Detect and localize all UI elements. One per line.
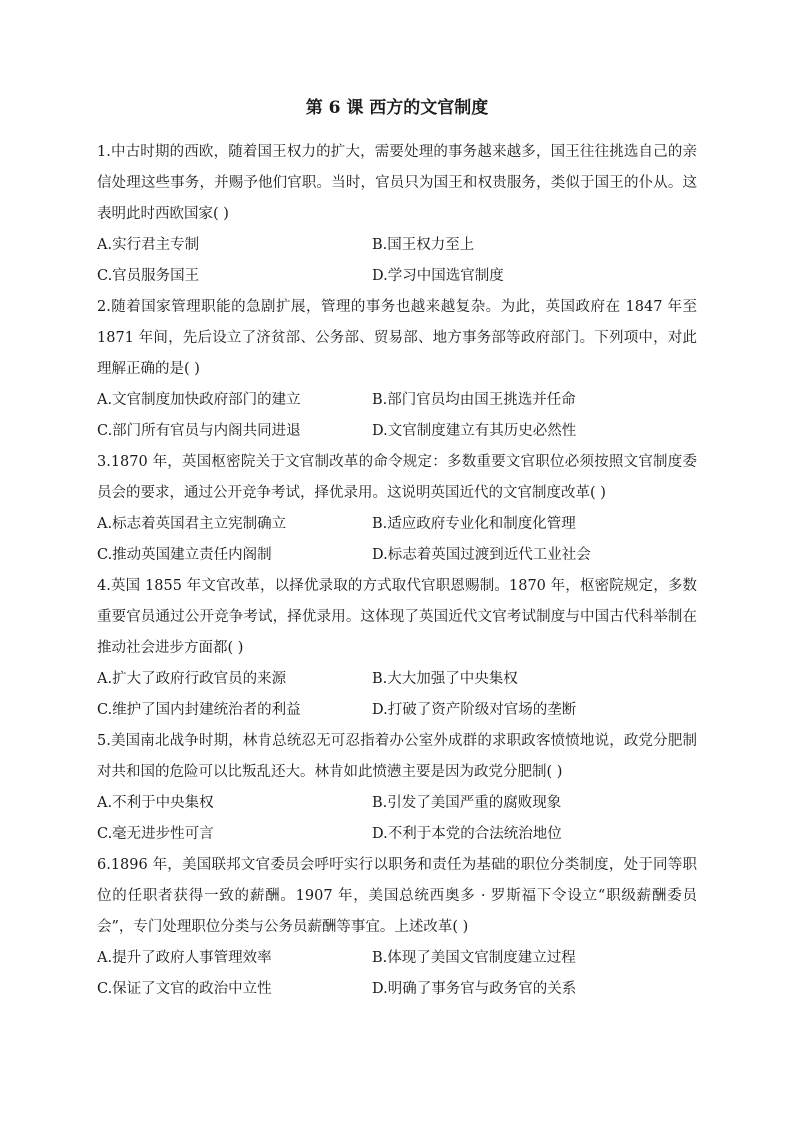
option-a: A.扩大了政府行政官员的来源 bbox=[97, 671, 287, 687]
question-stem: 2.随着国家管理职能的急剧扩展，管理的事务也越来越复杂。为此，英国政府在 1847 年至 1871 年间，先后设立了济贫部、公务部、贸易部、地方事务部等政府部门。下列项中，对此理解正确的是( ) bbox=[97, 299, 697, 377]
question-stem: 4.英国 1855 年文官改革，以择优录取的方式取代官职恩赐制。1870 年，枢密院规定，多数重要官员通过公开竞争考试，择优录用。这体现了英国近代文官考试制度与中国古代科举制在推动社会进步方面都( ) bbox=[97, 578, 697, 656]
question-2 bbox=[97, 292, 697, 447]
option-row bbox=[97, 385, 697, 416]
question-list bbox=[97, 137, 697, 1005]
option-row bbox=[97, 819, 697, 850]
option-d: D.学习中国选官制度 bbox=[372, 268, 504, 284]
option-row bbox=[97, 943, 697, 974]
question-5 bbox=[97, 726, 697, 850]
option-b: B.大大加强了中央集权 bbox=[372, 671, 518, 687]
question-stem: 6.1896 年，美国联邦文官委员会呼吁实行以职务和责任为基础的职位分类制度，处于同等职位的任职者获得一致的薪酬。1907 年，美国总统西奥多 · 罗斯福下令设立“职级薪酬委员会”，专门处理职位分类与公务员薪酬等事宜。上述改革( ) bbox=[97, 857, 697, 935]
option-c: C.毫无进步性可言 bbox=[97, 826, 214, 842]
option-d: D.文官制度建立有其历史必然性 bbox=[372, 423, 577, 439]
option-a: A.提升了政府人事管理效率 bbox=[97, 950, 272, 966]
option-b: B.体现了美国文官制度建立过程 bbox=[372, 950, 576, 966]
option-a: A.不利于中央集权 bbox=[97, 795, 214, 811]
question-4 bbox=[97, 571, 697, 726]
option-row bbox=[97, 695, 697, 726]
option-a: A.文官制度加快政府部门的建立 bbox=[97, 392, 301, 408]
option-d: D.不利于本党的合法统治地位 bbox=[372, 826, 562, 842]
option-d: D.标志着英国过渡到近代工业社会 bbox=[372, 547, 591, 563]
option-row bbox=[97, 416, 697, 447]
question-stem: 1.中古时期的西欧，随着国王权力的扩大，需要处理的事务越来越多，国王往往挑选自己的亲信处理这些事务，并赐予他们官职。当时，官员只为国王和权贵服务，类似于国王的仆从。这表明此时西欧国家( ) bbox=[97, 144, 697, 222]
option-row bbox=[97, 540, 697, 571]
option-d: D.打破了资产阶级对官场的垄断 bbox=[372, 702, 577, 718]
option-c: C.维护了国内封建统治者的利益 bbox=[97, 702, 301, 718]
option-row bbox=[97, 788, 697, 819]
question-stem: 5.美国南北战争时期，林肯总统忍无可忍指着办公室外成群的求职政客愤愤地说，政党分肥制对共和国的危险可以比叛乱还大。林肯如此愤懑主要是因为政党分肥制( ) bbox=[97, 733, 697, 780]
option-row bbox=[97, 509, 697, 540]
page-title: 第 6 课 西方的文官制度 bbox=[305, 98, 489, 118]
question-stem: 3.1870 年，英国枢密院关于文官制改革的命令规定：多数重要文官职位必须按照文官制度委员会的要求，通过公开竞争考试，择优录用。这说明英国近代的文官制度改革( ) bbox=[97, 454, 697, 501]
option-b: B.部门官员均由国王挑选并任命 bbox=[372, 392, 576, 408]
option-c: C.推动英国建立责任内阁制 bbox=[97, 547, 272, 563]
question-3 bbox=[97, 447, 697, 571]
option-row bbox=[97, 230, 697, 261]
option-d: D.明确了事务官与政务官的关系 bbox=[372, 981, 577, 997]
option-a: A.实行君主专制 bbox=[97, 237, 200, 253]
option-b: B.引发了美国严重的腐败现象 bbox=[372, 795, 562, 811]
option-c: C.保证了文官的政治中立性 bbox=[97, 981, 272, 997]
option-b: B.适应政府专业化和制度化管理 bbox=[372, 516, 576, 532]
option-row bbox=[97, 261, 697, 292]
option-b: B.国王权力至上 bbox=[372, 237, 475, 253]
option-c: C.部门所有官员与内阁共同进退 bbox=[97, 423, 301, 439]
option-a: A.标志着英国君主立宪制确立 bbox=[97, 516, 287, 532]
option-c: C.官员服务国王 bbox=[97, 268, 200, 284]
option-row bbox=[97, 664, 697, 695]
question-1 bbox=[97, 137, 697, 292]
question-6 bbox=[97, 850, 697, 1005]
option-row bbox=[97, 974, 697, 1005]
